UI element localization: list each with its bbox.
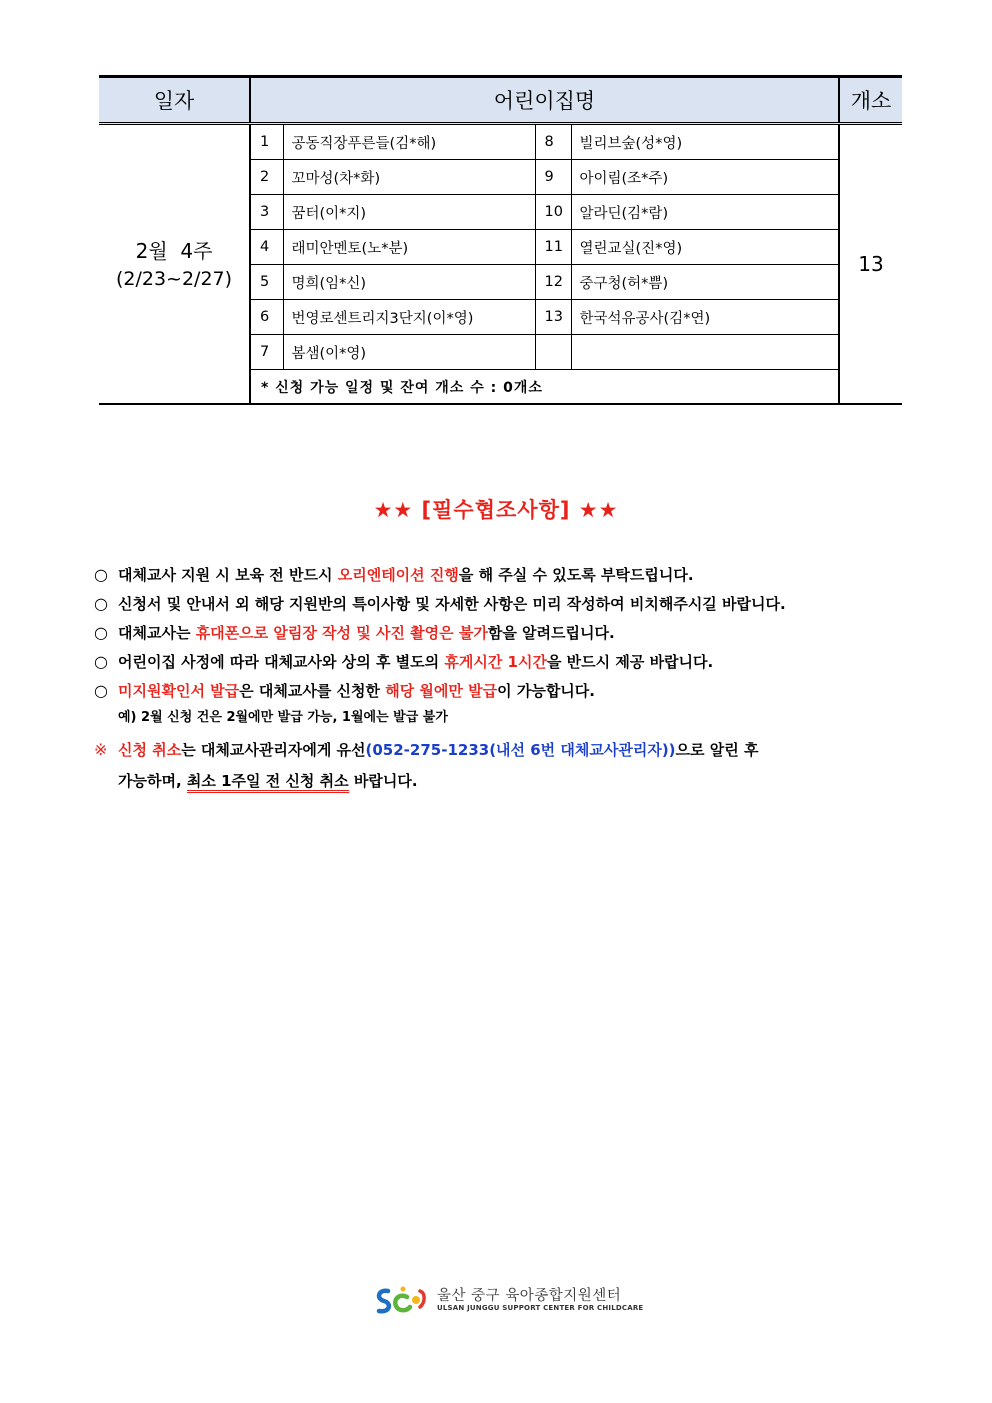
bullet-circle-icon: ○ (94, 594, 108, 613)
reference-mark-icon: ※ (94, 740, 108, 759)
notice-text: 대체교사는 (118, 624, 196, 642)
center-name: 봄샘(이*영) (283, 335, 535, 370)
phone-number: (052-275-1233(내선 6번 대체교사관리자)) (365, 741, 676, 759)
schedule-table (99, 75, 902, 405)
notice-highlight: 휴대폰으로 알림장 작성 및 사진 촬영은 불가 (195, 624, 488, 642)
logo-c-stroke (395, 1296, 410, 1311)
logo-dot-small (401, 1287, 406, 1292)
week-label: 2월 4주 (135, 239, 213, 263)
bullet-circle-icon: ○ (94, 652, 108, 671)
date-cell (99, 124, 250, 405)
center-number: 9 (535, 160, 571, 195)
center-name: 열린교실(진*영) (571, 230, 840, 265)
table-row (251, 230, 840, 265)
center-number: 4 (251, 230, 283, 265)
notice-highlight: 오리엔테이션 진행 (337, 566, 459, 584)
notice-text: 이 가능합니다. (497, 682, 595, 700)
center-list (251, 125, 840, 403)
notice-highlight: 해당 월에만 발급 (385, 682, 498, 700)
center-number: 1 (251, 125, 283, 160)
center-number: 3 (251, 195, 283, 230)
table-row (251, 125, 840, 160)
notice-text: 은 대체교사를 신청한 (239, 682, 386, 700)
notice-text: 바랍니다. (348, 772, 418, 790)
center-name: 한국석유공사(김*연) (571, 300, 840, 335)
notice-list (94, 560, 904, 797)
date-range: (2/23~2/27) (115, 268, 233, 290)
logo-dot-yellow (412, 1296, 420, 1304)
table-row (251, 335, 840, 370)
center-logo-icon (374, 1283, 428, 1319)
logo-s-stroke (379, 1291, 389, 1312)
center-number: 10 (535, 195, 571, 230)
table-row (251, 195, 840, 230)
notice-text: 는 대체교사관리자에게 유선 (181, 741, 366, 759)
notice-text: 신청서 및 안내서 외 해당 지원반의 특이사항 및 자세한 사항은 미리 작성하여 비치해주시길 바랍니다. (118, 595, 786, 613)
notice-text: 으로 알린 후 (675, 741, 759, 759)
bullet-circle-icon: ○ (94, 681, 108, 700)
center-name: 꿈터(이*지) (283, 195, 535, 230)
center-number: 12 (535, 265, 571, 300)
center-number: 6 (251, 300, 283, 335)
notice-highlight: 미지원확인서 발급 (118, 682, 240, 700)
table-row (251, 300, 840, 335)
notice-item (94, 647, 904, 676)
table-row (251, 265, 840, 300)
availability-note-row (251, 370, 840, 404)
center-number: 13 (535, 300, 571, 335)
count-cell: 13 (839, 124, 902, 405)
org-name-korean: 울산 중구 육아종합지원센터 (437, 1288, 622, 1304)
bullet-circle-icon: ○ (94, 565, 108, 584)
center-name: 중구청(허*쁨) (571, 265, 840, 300)
notice-underlined: 최소 1주일 전 신청 취소 (187, 772, 349, 793)
center-name: 공동직장푸른들(김*해) (283, 125, 535, 160)
center-name: 알라딘(김*람) (571, 195, 840, 230)
table-row (251, 160, 840, 195)
center-number: 7 (251, 335, 283, 370)
cancel-notice (94, 735, 904, 765)
notice-item (94, 676, 904, 705)
notice-text: 함을 알려드립니다. (487, 624, 615, 642)
header-count: 개소 (839, 77, 902, 124)
center-name: 아이림(조*주) (571, 160, 840, 195)
center-number: 5 (251, 265, 283, 300)
bullet-circle-icon: ○ (94, 623, 108, 642)
notice-item (94, 618, 904, 647)
notice-text: 대체교사 지원 시 보육 전 반드시 (118, 566, 338, 584)
center-name: 빌리브숲(성*영) (571, 125, 840, 160)
notice-title: ★★ [필수협조사항] ★★ (373, 498, 619, 522)
schedule-row (99, 124, 902, 405)
org-name-english: ULSAN JUNGGU SUPPORT CENTER FOR CHILDCARE (437, 1304, 644, 1312)
availability-note: * 신청 가능 일정 및 잔여 개소 수 : 0개소 (261, 379, 543, 396)
footer-logo (374, 1283, 644, 1319)
notice-highlight: 신청 취소 (118, 741, 182, 759)
notice-text: 을 반드시 제공 바랍니다. (546, 653, 714, 671)
cancel-notice-continued (94, 765, 904, 797)
table-header-row (99, 77, 902, 124)
center-list-cell (250, 124, 839, 405)
center-name (571, 335, 840, 370)
notice-text: 가능하며, (118, 772, 187, 790)
notice-item (94, 589, 904, 618)
notice-example: 예) 2월 신청 건은 2월에만 발급 가능, 1월에는 발급 불가 (118, 710, 448, 725)
center-number: 11 (535, 230, 571, 265)
center-number (535, 335, 571, 370)
center-name: 명희(임*신) (283, 265, 535, 300)
header-center: 어린이집명 (250, 77, 839, 124)
center-name: 번영로센트리지3단지(이*영) (283, 300, 535, 335)
center-name: 꼬마성(차*화) (283, 160, 535, 195)
center-number: 8 (535, 125, 571, 160)
notice-text: 어린이집 사정에 따라 대체교사와 상의 후 별도의 (118, 653, 445, 671)
notice-highlight: 휴게시간 1시간 (444, 653, 547, 671)
center-number: 2 (251, 160, 283, 195)
notice-text: 을 해 주실 수 있도록 부탁드립니다. (458, 566, 694, 584)
logo-arc-red (420, 1291, 424, 1307)
center-name: 래미안멘토(노*분) (283, 230, 535, 265)
notice-item (94, 560, 904, 589)
header-date: 일자 (99, 77, 250, 124)
